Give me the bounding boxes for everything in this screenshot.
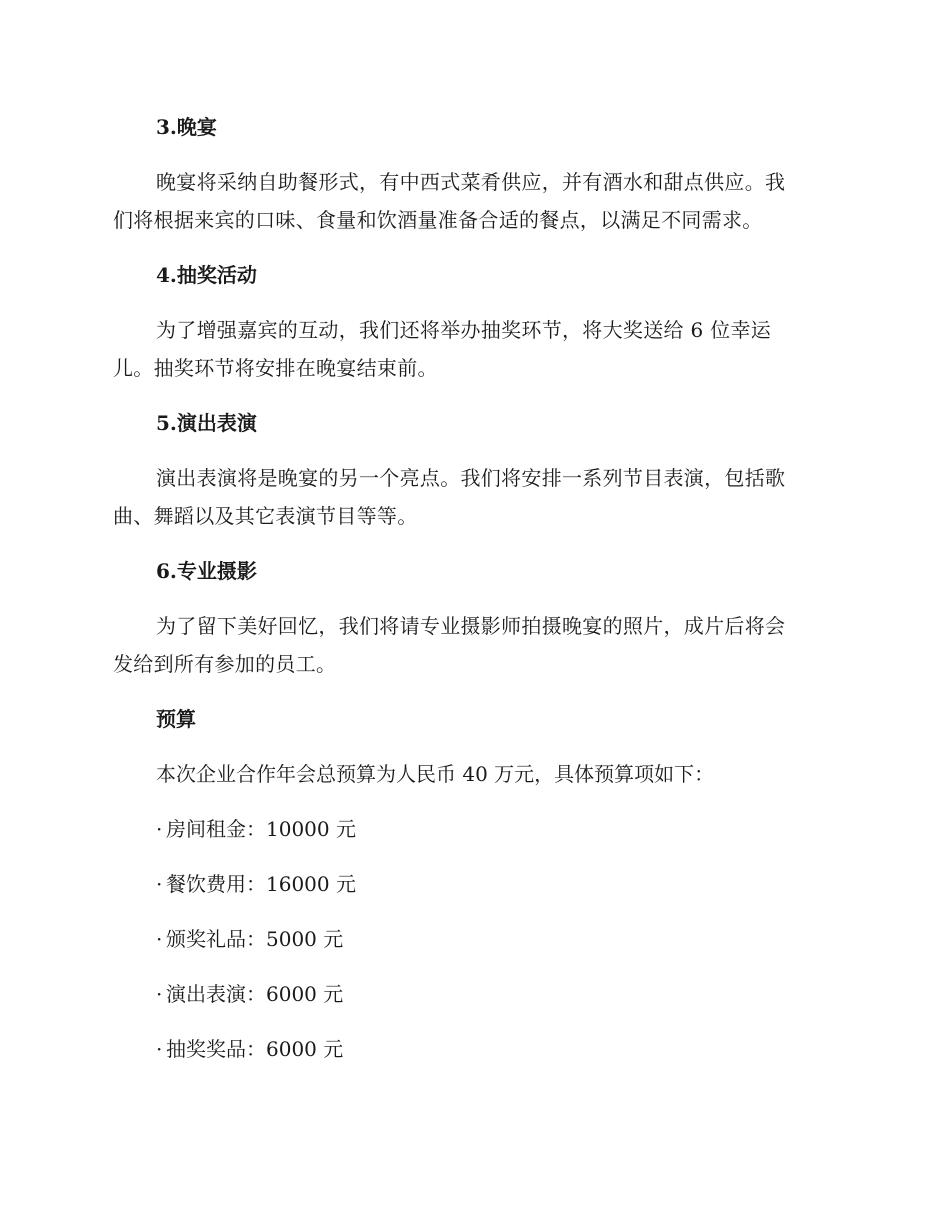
bullet-icon: · <box>156 927 163 951</box>
paragraph-line: 为了增强嘉宾的互动，我们还将举办抽奖环节，将大奖送给 6 位幸运 <box>156 318 772 342</box>
paragraph-line: 曲、舞蹈以及其它表演节目等等。 <box>113 504 418 528</box>
document-page <box>113 108 833 1085</box>
bullet-icon: · <box>156 1037 163 1061</box>
budget-item <box>113 1030 833 1068</box>
bullet-icon: · <box>156 817 163 841</box>
bullet-icon: · <box>156 872 163 896</box>
paragraph-line: 儿。抽奖环节将安排在晚宴结束前。 <box>113 356 438 380</box>
section-body-lottery <box>113 311 833 387</box>
budget-item <box>113 920 833 958</box>
budget-item <box>113 975 833 1013</box>
paragraph-line: 为了留下美好回忆，我们将请专业摄影师拍摄晚宴的照片，成片后将会 <box>156 614 786 638</box>
budget-item <box>113 810 833 848</box>
paragraph-line: 发给到所有参加的员工。 <box>113 652 337 676</box>
budget-heading: 预算 <box>156 707 196 731</box>
budget-item-text: 演出表演：6000 元 <box>166 982 344 1006</box>
budget-item-text: 抽奖奖品：6000 元 <box>166 1037 344 1061</box>
paragraph-line: 晚宴将采纳自助餐形式，有中西式菜肴供应，并有酒水和甜点供应。我 <box>156 170 786 194</box>
budget-intro: 本次企业合作年会总预算为人民币 40 万元，具体预算项如下： <box>156 762 715 786</box>
paragraph-line: 们将根据来宾的口味、食量和饮酒量准备合适的餐点，以满足不同需求。 <box>113 208 763 232</box>
budget-item-text: 房间租金：10000 元 <box>166 817 356 841</box>
paragraph-line: 演出表演将是晚宴的另一个亮点。我们将安排一系列节目表演，包括歌 <box>156 466 786 490</box>
budget-item <box>113 865 833 903</box>
section-heading-photography: 6.专业摄影 <box>156 559 257 583</box>
section-body-dinner <box>113 163 833 239</box>
section-body-performance <box>113 459 833 535</box>
section-heading-dinner: 3.晚宴 <box>156 115 217 139</box>
section-heading-lottery: 4.抽奖活动 <box>156 263 257 287</box>
section-body-photography <box>113 607 833 683</box>
section-heading-performance: 5.演出表演 <box>156 411 257 435</box>
budget-item-text: 餐饮费用：16000 元 <box>166 872 356 896</box>
budget-item-text: 颁奖礼品：5000 元 <box>166 927 344 951</box>
bullet-icon: · <box>156 982 163 1006</box>
